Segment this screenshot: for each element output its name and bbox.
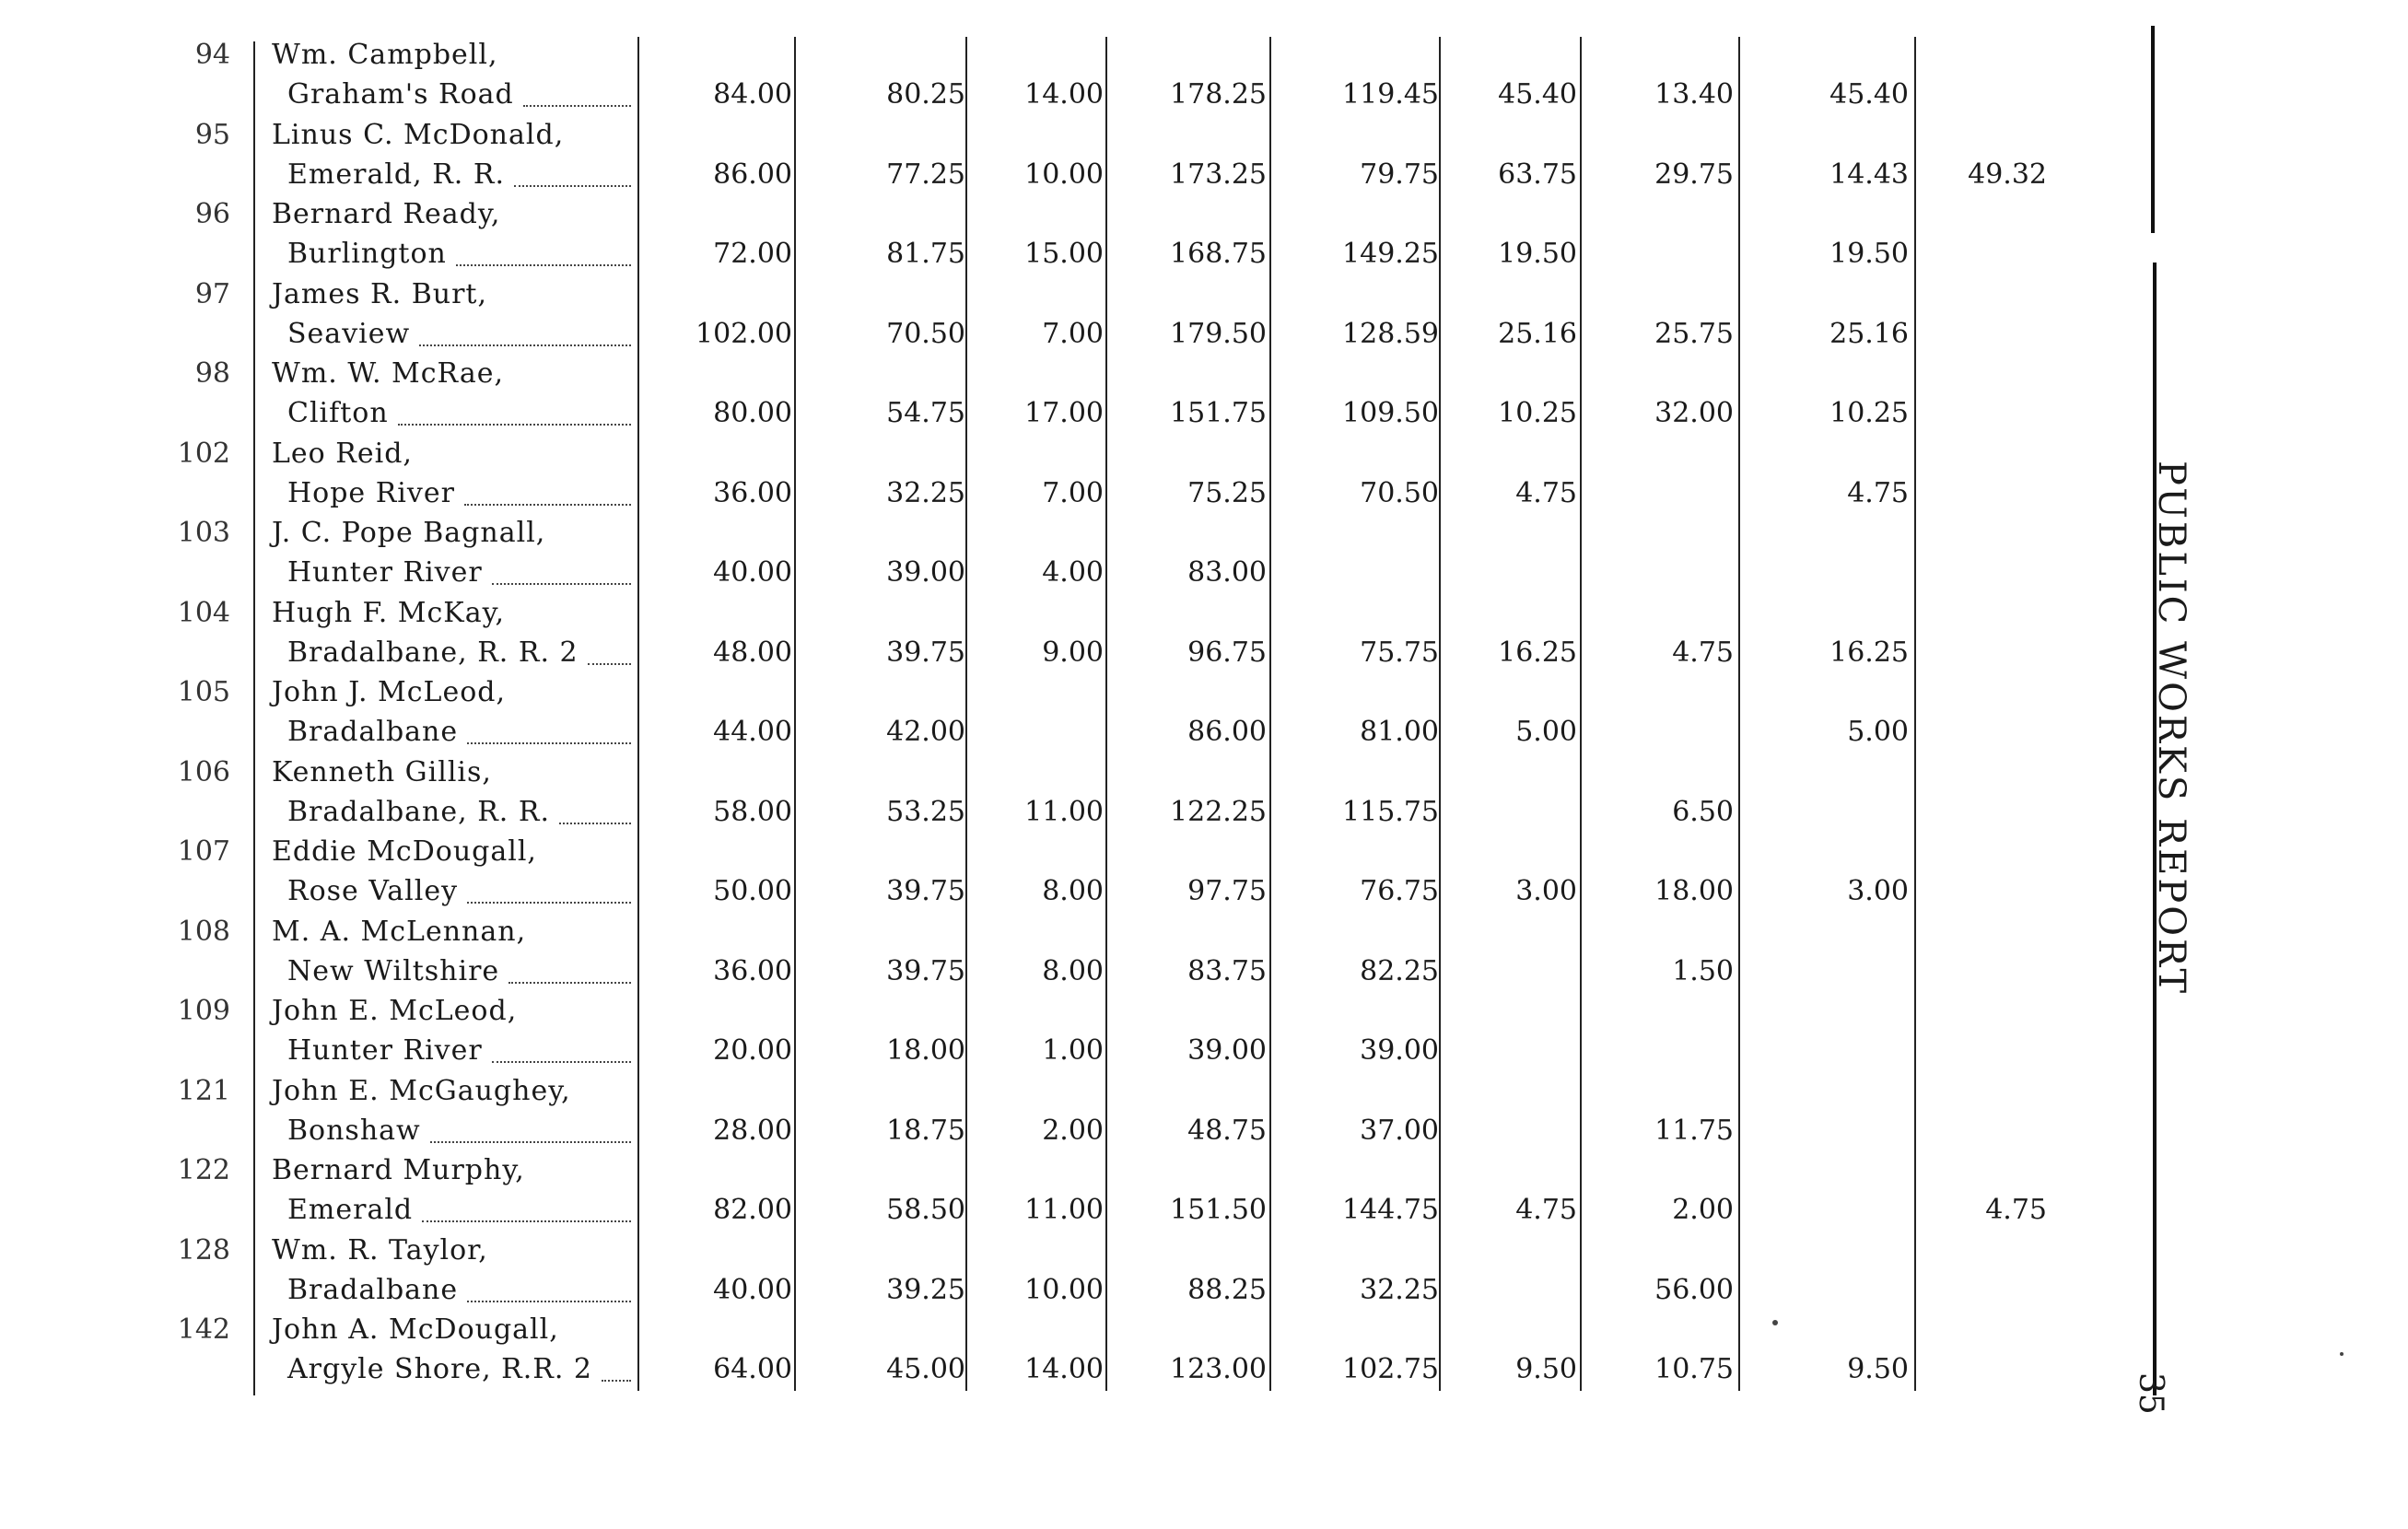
contractor-location: Hunter River <box>287 556 483 589</box>
amount-cell: 37.00 <box>1360 1114 1439 1147</box>
row-number: 95 <box>194 118 230 151</box>
amount-cell: 54.75 <box>886 397 965 429</box>
contractor-location: New Wiltshire <box>287 954 500 987</box>
dot-leader <box>508 982 631 984</box>
amount-cell: 39.75 <box>886 875 965 907</box>
dot-leader <box>467 1301 631 1302</box>
contractor-location: Graham's Road <box>287 78 514 111</box>
amount-cell: 40.00 <box>713 556 792 589</box>
dot-leader <box>559 823 631 824</box>
contractor-name: M. A. McLennan, <box>272 915 527 948</box>
dot-leader <box>492 1061 631 1063</box>
amount-cell: 19.50 <box>1498 238 1577 270</box>
amount-cell: 32.25 <box>886 476 965 509</box>
amount-cell: 42.00 <box>886 716 965 748</box>
amount-cell: 17.00 <box>1024 397 1104 429</box>
amount-cell: 70.50 <box>1360 476 1439 509</box>
column-rule <box>1738 37 1740 1391</box>
amount-cell: 4.75 <box>1515 1194 1577 1226</box>
contractor-name: Bernard Murphy, <box>272 1154 525 1186</box>
amount-cell: 6.50 <box>1672 795 1734 828</box>
contractor-name: Wm. W. McRae, <box>272 357 504 390</box>
amount-cell: 49.32 <box>1968 158 2047 191</box>
contractor-location: Bradalbane <box>287 1273 459 1306</box>
dot-leader <box>514 185 631 187</box>
dot-leader <box>456 264 631 266</box>
row-number: 108 <box>177 915 230 948</box>
amount-cell: 18.00 <box>886 1034 965 1067</box>
amount-cell: 25.75 <box>1654 317 1734 350</box>
row-number: 102 <box>177 437 230 470</box>
contractor-name: Wm. R. Taylor, <box>272 1233 488 1266</box>
amount-cell: 19.50 <box>1829 238 1909 270</box>
amount-cell: 83.75 <box>1187 954 1267 987</box>
amount-cell: 10.25 <box>1829 397 1909 429</box>
amount-cell: 32.25 <box>1360 1273 1439 1306</box>
contractor-name: John E. McGaughey, <box>272 1074 571 1107</box>
amount-cell: 128.59 <box>1342 317 1439 350</box>
amount-cell: 109.50 <box>1342 397 1439 429</box>
amount-cell: 14.43 <box>1829 158 1909 191</box>
contractor-name: J. C. Pope Bagnall, <box>272 517 546 549</box>
amount-cell: 36.00 <box>713 476 792 509</box>
amount-cell: 39.25 <box>886 1273 965 1306</box>
contractor-location: Emerald, R. R. <box>287 158 505 191</box>
amount-cell: 11.00 <box>1024 795 1104 828</box>
scan-speck <box>2340 1352 2344 1356</box>
amount-cell: 4.75 <box>1672 636 1734 669</box>
amount-cell: 151.50 <box>1170 1194 1267 1226</box>
column-rule <box>1105 37 1107 1391</box>
contractor-name: Leo Reid, <box>272 437 413 470</box>
amount-cell: 81.75 <box>886 238 965 270</box>
amount-cell: 45.40 <box>1829 78 1909 111</box>
amount-cell: 70.50 <box>886 317 965 350</box>
dot-leader <box>523 105 631 107</box>
amount-cell: 1.00 <box>1042 1034 1104 1067</box>
scan-speck <box>1772 1320 1778 1325</box>
amount-cell: 10.00 <box>1024 158 1104 191</box>
row-number: 121 <box>177 1074 230 1107</box>
contractor-name: Wm. Campbell, <box>272 39 498 71</box>
amount-cell: 82.25 <box>1360 954 1439 987</box>
amount-cell: 88.25 <box>1187 1273 1267 1306</box>
amount-cell: 48.75 <box>1187 1114 1267 1147</box>
amount-cell: 16.25 <box>1829 636 1909 669</box>
amount-cell: 1.50 <box>1672 954 1734 987</box>
amount-cell: 44.00 <box>713 716 792 748</box>
dot-leader <box>588 663 631 665</box>
amount-cell: 2.00 <box>1042 1114 1104 1147</box>
contractor-location: Emerald <box>287 1194 414 1226</box>
amount-cell: 13.40 <box>1654 78 1734 111</box>
contractor-location: Hope River <box>287 476 455 509</box>
amount-cell: 80.00 <box>713 397 792 429</box>
amount-cell: 4.75 <box>1515 476 1577 509</box>
row-number: 94 <box>194 39 230 71</box>
row-number: 122 <box>177 1154 230 1186</box>
amount-cell: 122.25 <box>1170 795 1267 828</box>
amount-cell: 83.00 <box>1187 556 1267 589</box>
amount-cell: 82.00 <box>713 1194 792 1226</box>
amount-cell: 28.00 <box>713 1114 792 1147</box>
amount-cell: 9.50 <box>1515 1353 1577 1385</box>
amount-cell: 10.75 <box>1654 1353 1734 1385</box>
dot-leader <box>422 1220 631 1222</box>
amount-cell: 75.75 <box>1360 636 1439 669</box>
row-number: 106 <box>177 755 230 788</box>
contractor-name: Bernard Ready, <box>272 198 501 230</box>
amount-cell: 40.00 <box>713 1273 792 1306</box>
amount-cell: 48.00 <box>713 636 792 669</box>
row-number: 97 <box>194 277 230 310</box>
contractor-name: John E. McLeod, <box>272 995 518 1027</box>
amount-cell: 56.00 <box>1654 1273 1734 1306</box>
amount-cell: 45.40 <box>1498 78 1577 111</box>
amount-cell: 5.00 <box>1847 716 1909 748</box>
amount-cell: 39.00 <box>1360 1034 1439 1067</box>
amount-cell: 18.75 <box>886 1114 965 1147</box>
contractor-location: Clifton <box>287 397 389 429</box>
amount-cell: 10.25 <box>1498 397 1577 429</box>
amount-cell: 84.00 <box>713 78 792 111</box>
amount-cell: 96.75 <box>1187 636 1267 669</box>
running-title: PUBLIC WORKS REPORT <box>2150 461 2192 997</box>
contractor-location: Rose Valley <box>287 875 459 907</box>
amount-cell: 14.00 <box>1024 1353 1104 1385</box>
row-number: 107 <box>177 835 230 868</box>
amount-cell: 39.00 <box>1187 1034 1267 1067</box>
contractor-location: Seaview <box>287 317 411 350</box>
contractor-name: Eddie McDougall, <box>272 835 537 868</box>
amount-cell: 15.00 <box>1024 238 1104 270</box>
contractor-name: John J. McLeod, <box>272 676 507 708</box>
column-rule <box>1269 37 1271 1391</box>
row-number: 104 <box>177 596 230 629</box>
amount-cell: 58.00 <box>713 795 792 828</box>
contractor-name: James R. Burt, <box>272 277 488 310</box>
amount-cell: 168.75 <box>1170 238 1267 270</box>
amount-cell: 7.00 <box>1042 317 1104 350</box>
amount-cell: 10.00 <box>1024 1273 1104 1306</box>
dot-leader <box>398 424 631 426</box>
amount-cell: 97.75 <box>1187 875 1267 907</box>
amount-cell: 2.00 <box>1672 1194 1734 1226</box>
dot-leader <box>467 902 631 904</box>
amount-cell: 86.00 <box>1187 716 1267 748</box>
contractor-location: Hunter River <box>287 1034 483 1067</box>
row-number: 103 <box>177 517 230 549</box>
amount-cell: 8.00 <box>1042 875 1104 907</box>
amount-cell: 64.00 <box>713 1353 792 1385</box>
amount-cell: 4.75 <box>1985 1194 2047 1226</box>
amount-cell: 75.25 <box>1187 476 1267 509</box>
amount-cell: 58.50 <box>886 1194 965 1226</box>
amount-cell: 102.75 <box>1342 1353 1439 1385</box>
amount-cell: 115.75 <box>1342 795 1439 828</box>
row-number: 98 <box>194 357 230 390</box>
amount-cell: 39.75 <box>886 954 965 987</box>
dot-leader <box>464 504 631 506</box>
row-number: 96 <box>194 198 230 230</box>
margin-rule <box>2151 26 2155 233</box>
amount-cell: 39.00 <box>886 556 965 589</box>
amount-cell: 76.75 <box>1360 875 1439 907</box>
column-rule <box>794 37 796 1391</box>
amount-cell: 80.25 <box>886 78 965 111</box>
amount-cell: 32.00 <box>1654 397 1734 429</box>
dot-leader <box>419 344 631 346</box>
amount-cell: 20.00 <box>713 1034 792 1067</box>
amount-cell: 178.25 <box>1170 78 1267 111</box>
amount-cell: 25.16 <box>1829 317 1909 350</box>
amount-cell: 86.00 <box>713 158 792 191</box>
amount-cell: 45.00 <box>886 1353 965 1385</box>
contractor-name: Kenneth Gillis, <box>272 755 492 788</box>
amount-cell: 119.45 <box>1342 78 1439 111</box>
amount-cell: 4.00 <box>1042 556 1104 589</box>
amount-cell: 39.75 <box>886 636 965 669</box>
amount-cell: 8.00 <box>1042 954 1104 987</box>
amount-cell: 77.25 <box>886 158 965 191</box>
contractor-name: John A. McDougall, <box>272 1313 559 1346</box>
amount-cell: 53.25 <box>886 795 965 828</box>
column-rule <box>1580 37 1582 1391</box>
row-number: 109 <box>177 995 230 1027</box>
row-number: 128 <box>177 1233 230 1266</box>
amount-cell: 9.00 <box>1042 636 1104 669</box>
amount-cell: 9.50 <box>1847 1353 1909 1385</box>
amount-cell: 79.75 <box>1360 158 1439 191</box>
amount-cell: 5.00 <box>1515 716 1577 748</box>
amount-cell: 4.75 <box>1847 476 1909 509</box>
amount-cell: 29.75 <box>1654 158 1734 191</box>
amount-cell: 179.50 <box>1170 317 1267 350</box>
amount-cell: 11.00 <box>1024 1194 1104 1226</box>
amount-cell: 11.75 <box>1654 1114 1734 1147</box>
dot-leader <box>467 742 631 744</box>
amount-cell: 36.00 <box>713 954 792 987</box>
amount-cell: 149.25 <box>1342 238 1439 270</box>
contractor-location: Argyle Shore, R.R. 2 <box>287 1353 593 1385</box>
dot-leader <box>492 583 631 585</box>
amount-cell: 63.75 <box>1498 158 1577 191</box>
contractor-location: Bradalbane, R. R. 2 <box>287 636 579 669</box>
amount-cell: 173.25 <box>1170 158 1267 191</box>
contractor-location: Burlington <box>287 238 447 270</box>
row-number: 105 <box>177 676 230 708</box>
column-rule <box>1914 37 1916 1391</box>
amount-cell: 144.75 <box>1342 1194 1439 1226</box>
column-rule <box>253 41 255 1395</box>
amount-cell: 151.75 <box>1170 397 1267 429</box>
amount-cell: 123.00 <box>1170 1353 1267 1385</box>
page-number: 35 <box>2132 1372 2169 1415</box>
amount-cell: 50.00 <box>713 875 792 907</box>
contractor-location: Bradalbane, R. R. <box>287 795 550 828</box>
dot-leader <box>602 1380 631 1382</box>
contractor-name: Linus C. McDonald, <box>272 118 565 151</box>
dot-leader <box>430 1141 631 1143</box>
amount-cell: 102.00 <box>696 317 792 350</box>
amount-cell: 3.00 <box>1515 875 1577 907</box>
amount-cell: 72.00 <box>713 238 792 270</box>
amount-cell: 3.00 <box>1847 875 1909 907</box>
contractor-location: Bonshaw <box>287 1114 421 1147</box>
amount-cell: 16.25 <box>1498 636 1577 669</box>
amount-cell: 81.00 <box>1360 716 1439 748</box>
contractor-location: Bradalbane <box>287 716 459 748</box>
amount-cell: 7.00 <box>1042 476 1104 509</box>
contractor-name: Hugh F. McKay, <box>272 596 506 629</box>
row-number: 142 <box>177 1313 230 1346</box>
amount-cell: 14.00 <box>1024 78 1104 111</box>
amount-cell: 18.00 <box>1654 875 1734 907</box>
amount-cell: 25.16 <box>1498 317 1577 350</box>
